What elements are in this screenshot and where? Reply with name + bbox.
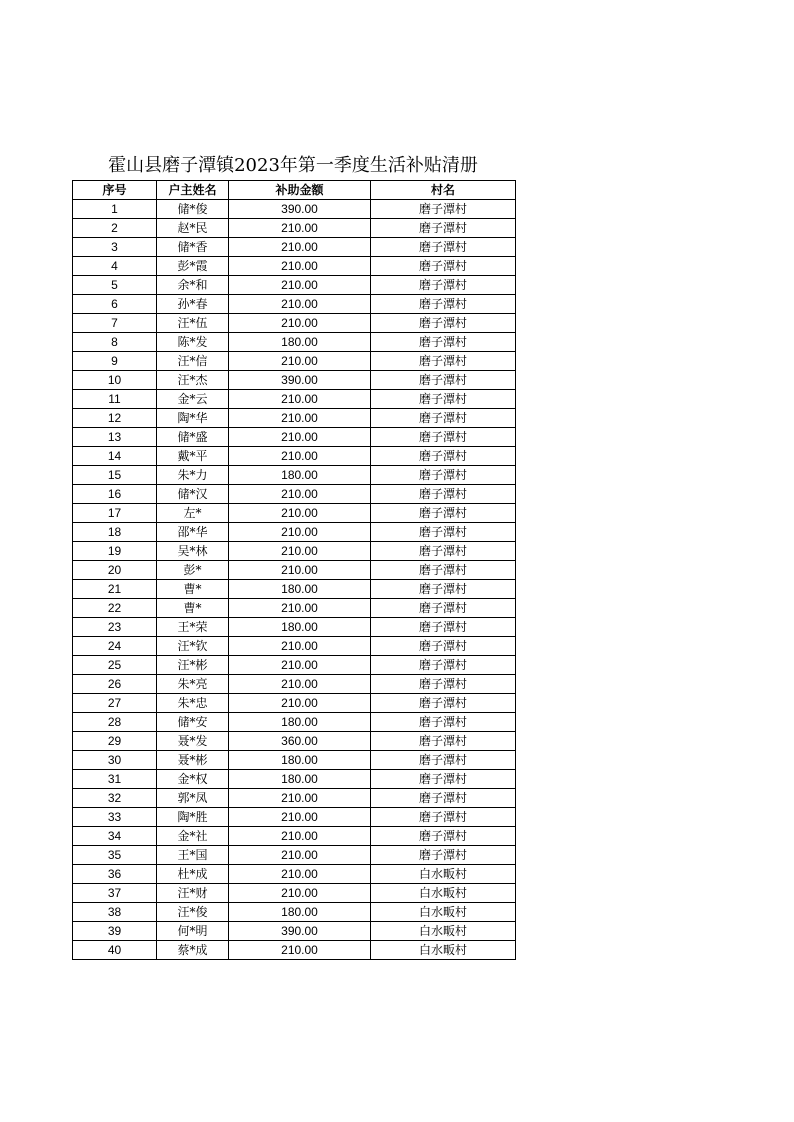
householder-name-cell: 彭* [157,561,229,580]
serial-number-cell: 26 [73,675,157,694]
village-name-cell: 磨子潭村 [371,504,516,523]
householder-name-cell: 朱*亮 [157,675,229,694]
serial-number-cell: 16 [73,485,157,504]
table-row [73,580,516,599]
table-row [73,599,516,618]
village-name-cell: 磨子潭村 [371,314,516,333]
subsidy-amount-cell: 210.00 [229,599,371,618]
serial-number-cell: 9 [73,352,157,371]
subsidy-amount-cell: 210.00 [229,694,371,713]
serial-number-cell: 39 [73,922,157,941]
householder-name-cell: 王*荣 [157,618,229,637]
householder-name-cell: 储*安 [157,713,229,732]
householder-name-cell: 孙*春 [157,295,229,314]
householder-name-cell: 储*香 [157,238,229,257]
serial-number-cell: 24 [73,637,157,656]
village-name-cell: 磨子潭村 [371,390,516,409]
serial-number-cell: 30 [73,751,157,770]
householder-name-cell: 金*云 [157,390,229,409]
table-row [73,352,516,371]
document-title: 霍山县磨子潭镇2023年第一季度生活补贴清册 [108,155,478,176]
subsidy-amount-cell: 180.00 [229,580,371,599]
householder-name-cell: 王*国 [157,846,229,865]
serial-number-cell: 7 [73,314,157,333]
householder-name-cell: 赵*民 [157,219,229,238]
subsidy-amount-cell: 210.00 [229,865,371,884]
householder-name-cell: 陶*胜 [157,808,229,827]
table-body [73,200,516,960]
subsidy-amount-cell: 210.00 [229,884,371,903]
subsidy-amount-cell: 210.00 [229,428,371,447]
householder-name-cell: 余*和 [157,276,229,295]
table-row [73,238,516,257]
householder-name-cell: 曹* [157,580,229,599]
householder-name-cell: 郭*凤 [157,789,229,808]
serial-number-cell: 35 [73,846,157,865]
subsidy-amount-cell: 390.00 [229,922,371,941]
householder-name-cell: 汪*伍 [157,314,229,333]
village-name-cell: 磨子潭村 [371,409,516,428]
householder-name-cell: 金*权 [157,770,229,789]
householder-name-cell: 陶*华 [157,409,229,428]
serial-number-cell: 40 [73,941,157,960]
serial-number-cell: 28 [73,713,157,732]
village-name-cell: 磨子潭村 [371,219,516,238]
village-name-cell: 白水畈村 [371,884,516,903]
serial-number-cell: 5 [73,276,157,295]
serial-number-cell: 22 [73,599,157,618]
householder-name-cell: 储*俊 [157,200,229,219]
subsidy-amount-cell: 210.00 [229,542,371,561]
serial-number-cell: 32 [73,789,157,808]
table-row [73,561,516,580]
table-row [73,789,516,808]
subsidy-amount-cell: 210.00 [229,352,371,371]
village-name-cell: 磨子潭村 [371,732,516,751]
serial-number-cell: 6 [73,295,157,314]
householder-name-cell: 汪*财 [157,884,229,903]
village-name-cell: 磨子潭村 [371,599,516,618]
table-row [73,504,516,523]
table-row [73,523,516,542]
subsidy-amount-cell: 210.00 [229,390,371,409]
village-name-cell: 磨子潭村 [371,770,516,789]
village-name-cell: 磨子潭村 [371,333,516,352]
subsidy-amount-cell: 210.00 [229,675,371,694]
householder-name-cell: 金*社 [157,827,229,846]
table-header [73,181,516,200]
subsidy-amount-cell: 180.00 [229,903,371,922]
householder-name-cell: 朱*力 [157,466,229,485]
serial-number-cell: 29 [73,732,157,751]
village-name-cell: 磨子潭村 [371,466,516,485]
village-name-cell: 白水畈村 [371,922,516,941]
serial-number-cell: 23 [73,618,157,637]
serial-number-cell: 27 [73,694,157,713]
village-name-cell: 磨子潭村 [371,618,516,637]
serial-number-cell: 17 [73,504,157,523]
serial-number-cell: 10 [73,371,157,390]
village-name-cell: 白水畈村 [371,941,516,960]
table-row [73,637,516,656]
header-serial-number: 序号 [73,181,157,200]
householder-name-cell: 储*汉 [157,485,229,504]
householder-name-cell: 邵*华 [157,523,229,542]
householder-name-cell: 聂*彬 [157,751,229,770]
subsidy-amount-cell: 210.00 [229,827,371,846]
subsidy-amount-cell: 210.00 [229,846,371,865]
householder-name-cell: 朱*忠 [157,694,229,713]
subsidy-amount-cell: 210.00 [229,219,371,238]
table-row [73,447,516,466]
serial-number-cell: 33 [73,808,157,827]
subsidy-amount-cell: 390.00 [229,200,371,219]
village-name-cell: 磨子潭村 [371,352,516,371]
table-row [73,542,516,561]
householder-name-cell: 吴*林 [157,542,229,561]
householder-name-cell: 汪*信 [157,352,229,371]
village-name-cell: 磨子潭村 [371,580,516,599]
subsidy-amount-cell: 180.00 [229,618,371,637]
serial-number-cell: 36 [73,865,157,884]
village-name-cell: 磨子潭村 [371,561,516,580]
serial-number-cell: 8 [73,333,157,352]
header-village-name: 村名 [371,181,516,200]
village-name-cell: 磨子潭村 [371,827,516,846]
subsidy-amount-cell: 210.00 [229,314,371,333]
table-row [73,466,516,485]
table-row [73,713,516,732]
table-row [73,314,516,333]
table-row [73,390,516,409]
subsidy-amount-cell: 210.00 [229,941,371,960]
village-name-cell: 磨子潭村 [371,637,516,656]
householder-name-cell: 左* [157,504,229,523]
serial-number-cell: 2 [73,219,157,238]
table-row [73,903,516,922]
serial-number-cell: 11 [73,390,157,409]
village-name-cell: 磨子潭村 [371,238,516,257]
serial-number-cell: 15 [73,466,157,485]
subsidy-amount-cell: 180.00 [229,770,371,789]
table-row [73,675,516,694]
village-name-cell: 磨子潭村 [371,751,516,770]
village-name-cell: 白水畈村 [371,865,516,884]
subsidy-amount-cell: 210.00 [229,295,371,314]
serial-number-cell: 37 [73,884,157,903]
subsidy-amount-cell: 210.00 [229,656,371,675]
table-row [73,846,516,865]
village-name-cell: 磨子潭村 [371,675,516,694]
village-name-cell: 磨子潭村 [371,447,516,466]
table-row [73,808,516,827]
serial-number-cell: 1 [73,200,157,219]
table-row [73,884,516,903]
table-row [73,751,516,770]
table-row [73,485,516,504]
village-name-cell: 磨子潭村 [371,789,516,808]
table-row [73,618,516,637]
serial-number-cell: 20 [73,561,157,580]
subsidy-amount-cell: 210.00 [229,257,371,276]
village-name-cell: 磨子潭村 [371,371,516,390]
table-row [73,257,516,276]
header-row [73,181,516,200]
serial-number-cell: 12 [73,409,157,428]
table-row [73,732,516,751]
subsidy-amount-cell: 210.00 [229,276,371,295]
village-name-cell: 磨子潭村 [371,846,516,865]
table-row [73,333,516,352]
table-row [73,295,516,314]
village-name-cell: 磨子潭村 [371,428,516,447]
table-row [73,219,516,238]
header-subsidy-amount: 补助金额 [229,181,371,200]
householder-name-cell: 陈*发 [157,333,229,352]
subsidy-amount-cell: 210.00 [229,485,371,504]
subsidy-amount-cell: 180.00 [229,466,371,485]
subsidy-amount-cell: 210.00 [229,238,371,257]
village-name-cell: 白水畈村 [371,903,516,922]
subsidy-amount-cell: 210.00 [229,561,371,580]
householder-name-cell: 储*盛 [157,428,229,447]
serial-number-cell: 31 [73,770,157,789]
subsidy-amount-cell: 180.00 [229,751,371,770]
serial-number-cell: 38 [73,903,157,922]
table-row [73,770,516,789]
serial-number-cell: 34 [73,827,157,846]
table-row [73,200,516,219]
table-row [73,656,516,675]
householder-name-cell: 汪*俊 [157,903,229,922]
subsidy-amount-cell: 210.00 [229,789,371,808]
householder-name-cell: 戴*平 [157,447,229,466]
village-name-cell: 磨子潭村 [371,276,516,295]
table-row [73,428,516,447]
serial-number-cell: 21 [73,580,157,599]
householder-name-cell: 何*明 [157,922,229,941]
table-row [73,865,516,884]
householder-name-cell: 汪*杰 [157,371,229,390]
subsidy-amount-cell: 390.00 [229,371,371,390]
serial-number-cell: 25 [73,656,157,675]
householder-name-cell: 汪*钦 [157,637,229,656]
subsidy-amount-cell: 210.00 [229,447,371,466]
subsidy-amount-cell: 210.00 [229,523,371,542]
subsidy-amount-cell: 180.00 [229,713,371,732]
village-name-cell: 磨子潭村 [371,295,516,314]
village-name-cell: 磨子潭村 [371,485,516,504]
village-name-cell: 磨子潭村 [371,523,516,542]
householder-name-cell: 彭*霞 [157,257,229,276]
householder-name-cell: 杜*成 [157,865,229,884]
header-householder-name: 户主姓名 [157,181,229,200]
householder-name-cell: 蔡*成 [157,941,229,960]
village-name-cell: 磨子潭村 [371,694,516,713]
subsidy-amount-cell: 210.00 [229,504,371,523]
serial-number-cell: 13 [73,428,157,447]
table-row [73,922,516,941]
subsidy-roster-table [72,180,516,960]
table-row [73,941,516,960]
village-name-cell: 磨子潭村 [371,713,516,732]
subsidy-amount-cell: 210.00 [229,409,371,428]
subsidy-amount-cell: 360.00 [229,732,371,751]
village-name-cell: 磨子潭村 [371,200,516,219]
householder-name-cell: 聂*发 [157,732,229,751]
table-row [73,694,516,713]
table-row [73,371,516,390]
subsidy-amount-cell: 210.00 [229,637,371,656]
village-name-cell: 磨子潭村 [371,257,516,276]
serial-number-cell: 19 [73,542,157,561]
village-name-cell: 磨子潭村 [371,808,516,827]
serial-number-cell: 18 [73,523,157,542]
subsidy-amount-cell: 180.00 [229,333,371,352]
householder-name-cell: 曹* [157,599,229,618]
serial-number-cell: 3 [73,238,157,257]
householder-name-cell: 汪*彬 [157,656,229,675]
table-row [73,827,516,846]
subsidy-amount-cell: 210.00 [229,808,371,827]
serial-number-cell: 14 [73,447,157,466]
table-row [73,276,516,295]
village-name-cell: 磨子潭村 [371,542,516,561]
serial-number-cell: 4 [73,257,157,276]
village-name-cell: 磨子潭村 [371,656,516,675]
table-row [73,409,516,428]
